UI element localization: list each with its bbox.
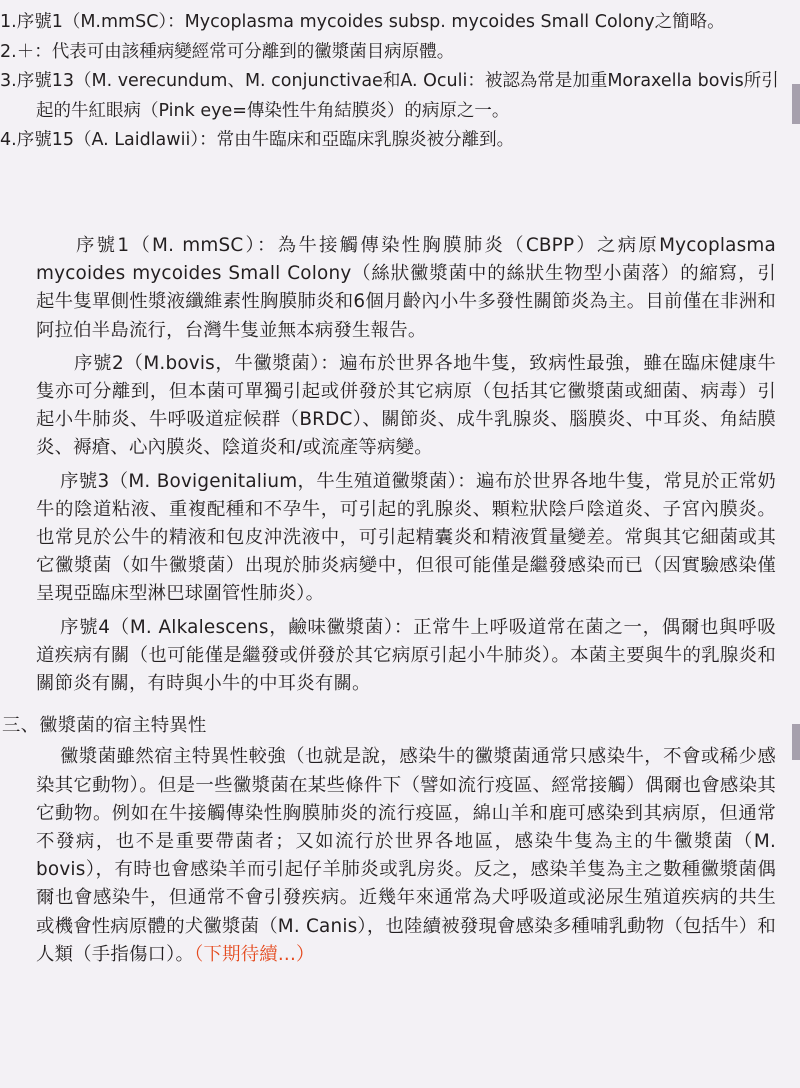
footnote-3: 3.序號13（M. verecundum、M. conjunctivae和A. Oculi：被認為常是加重Moraxella bovis所引起的牛紅眼病（Pink eye=傳染性牛角結膜炎）的病原之一。 bbox=[0, 71, 779, 121]
paragraph-serial-2: 序號2（M.bovis，牛黴漿菌）：遍布於世界各地牛隻，致病性最強，雖在臨床健康牛隻亦可分離到，但本菌可單獨引起或併發於其它病原（包括其它黴漿菌或細菌、病毒）引起小牛肺炎、牛呼吸道症候群（BRDC）、關節炎、成牛乳腺炎、腦膜炎、中耳炎、角結膜炎、褥瘡、心內膜炎、陰道炎和/或流產等病變。 bbox=[36, 352, 776, 459]
section-paragraph bbox=[36, 743, 776, 969]
page-edge-mark bbox=[792, 724, 800, 760]
page-edge-mark bbox=[792, 84, 800, 124]
footnote-4: 4.序號15（A. Laidlawii）：常由牛臨床和亞臨床乳腺炎被分離到。 bbox=[0, 130, 515, 150]
article-body bbox=[2, 232, 776, 974]
paragraph-serial-3: 序號3（M. Bovigenitalium，牛生殖道黴漿菌）：遍布於世界各地牛隻，常見於正常奶牛的陰道粘液、重複配種和不孕牛，可引起的乳腺炎、顆粒狀陰戶陰道炎、子宮內膜炎。也常見於公牛的精液和包皮沖洗液中，可引起精囊炎和精液質量變差。常與其它細菌或其它黴漿菌（如牛黴漿菌）出現於肺炎病變中，但很可能僅是繼發感染而已（因實驗感染僅呈現亞臨床型淋巴球圍管性肺炎）。 bbox=[36, 470, 776, 605]
footnote-2: 2.＋：代表可由該種病變經常可分離到的黴漿菌目病原體。 bbox=[0, 41, 455, 62]
section-body: 黴漿菌雖然宿主特異性較強（也就是說，感染牛的黴漿菌通常只感染牛，不會或稀少感染其它動物）。但是一些黴漿菌在某些條件下（譬如流行疫區、經常接觸）偶爾也會感染其它動物。例如在牛接觸傳染性胸膜肺炎的流行疫區，綿山羊和鹿可感染到其病原，但通常不發病，也不是重要帶菌者；又如流行於世界各地區，感染牛隻為主的牛黴漿菌（M. bovis），有時也會感染羊而引起仔羊肺炎或乳房炎。反之，感染羊隻為主之數種黴漿菌偶爾也會感染牛，但通常不會引發疾病。近幾年來通常為犬呼吸道或泌尿生殖道疾病的共生或機會性病原體的犬黴漿菌（M. Canis），也陸續被發現會感染多種哺乳動物（包括牛）和人類（手指傷口）。 bbox=[36, 746, 776, 965]
paragraph-serial-1: 序號1（M. mmSC）：為牛接觸傳染性胸膜肺炎（CBPP）之病原Mycoplasma mycoides mycoides Small Colony（絲狀黴漿菌中的絲狀生物型小菌落）的縮寫，引起牛隻單側性漿液纖維素性胸膜肺炎和6個月齡內小牛多發性關節炎為主。目前僅在非洲和阿拉伯半島流行，台灣牛隻並無本病發生報告。 bbox=[36, 235, 776, 341]
section-heading: 三、黴漿菌的宿主特異性 bbox=[2, 715, 207, 737]
table-footnotes bbox=[0, 8, 790, 156]
paragraph-serial-4: 序號4（M. Alkalescens，鹼味黴漿菌）：正常牛上呼吸道常在菌之一，偶爾也與呼吸道疾病有關（也可能僅是繼發或併發於其它病原引起小牛肺炎）。本菌主要與牛的乳腺炎和關節炎有關，有時與小牛的中耳炎有關。 bbox=[36, 616, 776, 695]
continued-note: （下期待續...） bbox=[194, 943, 315, 965]
footnote-1: 1.序號1（M.mmSC）：Mycoplasma mycoides subsp. mycoides Small Colony之簡略。 bbox=[0, 12, 725, 32]
